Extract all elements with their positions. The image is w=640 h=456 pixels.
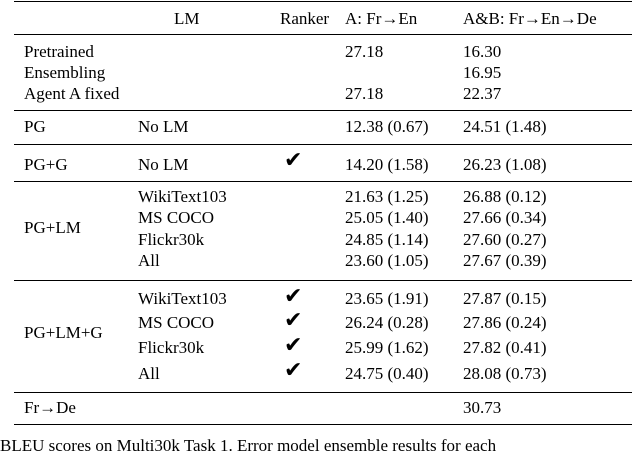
ranker-check-icon: ✔ xyxy=(284,148,303,173)
ab-value: 16.95 xyxy=(463,63,502,82)
ab-value: 27.60 (0.27) xyxy=(463,230,547,249)
ab-value: 22.37 xyxy=(463,84,502,103)
ranker-check-icon: ✔ xyxy=(284,358,303,383)
ab-value: 26.23 (1.08) xyxy=(463,155,547,174)
a-value: 24.85 (1.14) xyxy=(345,230,429,249)
ab-value: 24.51 (1.48) xyxy=(463,117,547,136)
ab-value: 26.88 (0.12) xyxy=(463,187,547,206)
lm-value: All xyxy=(138,251,160,270)
header-ranker: Ranker xyxy=(280,9,330,28)
bottom-rule xyxy=(14,424,632,425)
a-value: 21.63 (1.25) xyxy=(345,187,429,206)
a-value: 23.65 (1.91) xyxy=(345,289,429,308)
group-rule xyxy=(14,144,632,145)
group-rule xyxy=(14,392,632,393)
ranker-check-icon: ✔ xyxy=(284,308,303,333)
lm-value: WikiText103 xyxy=(138,289,227,308)
ab-value: 28.08 (0.73) xyxy=(463,364,547,383)
lm-value: All xyxy=(138,364,160,383)
lm-value: Flickr30k xyxy=(138,230,205,249)
ab-value: 30.73 xyxy=(463,398,502,417)
lm-value: No LM xyxy=(138,155,189,174)
method-agent-a-fixed: Agent A fixed xyxy=(24,84,120,103)
a-value: 12.38 (0.67) xyxy=(345,117,429,136)
a-value: 23.60 (1.05) xyxy=(345,251,429,270)
header-rule xyxy=(14,34,632,35)
method-pg-g: PG+G xyxy=(24,155,68,174)
a-value: 25.99 (1.62) xyxy=(345,338,429,357)
method-ensembling: Ensembling xyxy=(24,63,106,82)
top-rule xyxy=(14,1,632,2)
lm-value: MS COCO xyxy=(138,313,215,332)
a-value: 25.05 (1.40) xyxy=(345,208,429,227)
header-ab: A&B: Fr→En→De xyxy=(463,9,597,28)
ab-value: 27.86 (0.24) xyxy=(463,313,547,332)
ranker-check-icon: ✔ xyxy=(284,333,303,358)
header-a: A: Fr→En xyxy=(345,9,418,28)
ab-value: 27.67 (0.39) xyxy=(463,251,547,270)
a-value: 26.24 (0.28) xyxy=(345,313,429,332)
group-rule xyxy=(14,280,632,281)
lm-value: Flickr30k xyxy=(138,338,205,357)
a-value: 14.20 (1.58) xyxy=(345,155,429,174)
lm-value: No LM xyxy=(138,117,189,136)
group-rule xyxy=(14,110,632,111)
ab-value: 16.30 xyxy=(463,42,502,61)
method-pg-lm-g: PG+LM+G xyxy=(24,323,103,342)
ab-value: 27.66 (0.34) xyxy=(463,208,547,227)
a-value: 27.18 xyxy=(345,42,384,61)
lm-value: MS COCO xyxy=(138,208,215,227)
a-value: 24.75 (0.40) xyxy=(345,364,429,383)
group-rule xyxy=(14,181,632,182)
ab-value: 27.87 (0.15) xyxy=(463,289,547,308)
ab-value: 27.82 (0.41) xyxy=(463,338,547,357)
header-lm: LM xyxy=(174,9,200,28)
ranker-check-icon: ✔ xyxy=(284,284,303,309)
table-caption: BLEU scores on Multi30k Task 1. Error model ensemble results for each xyxy=(0,436,497,455)
method-pg: PG xyxy=(24,117,46,136)
a-value: 27.18 xyxy=(345,84,384,103)
lm-value: WikiText103 xyxy=(138,187,227,206)
method-pretrained: Pretrained xyxy=(24,42,94,61)
method-fr-de: Fr→De xyxy=(24,398,76,417)
method-pg-lm: PG+LM xyxy=(24,218,81,237)
